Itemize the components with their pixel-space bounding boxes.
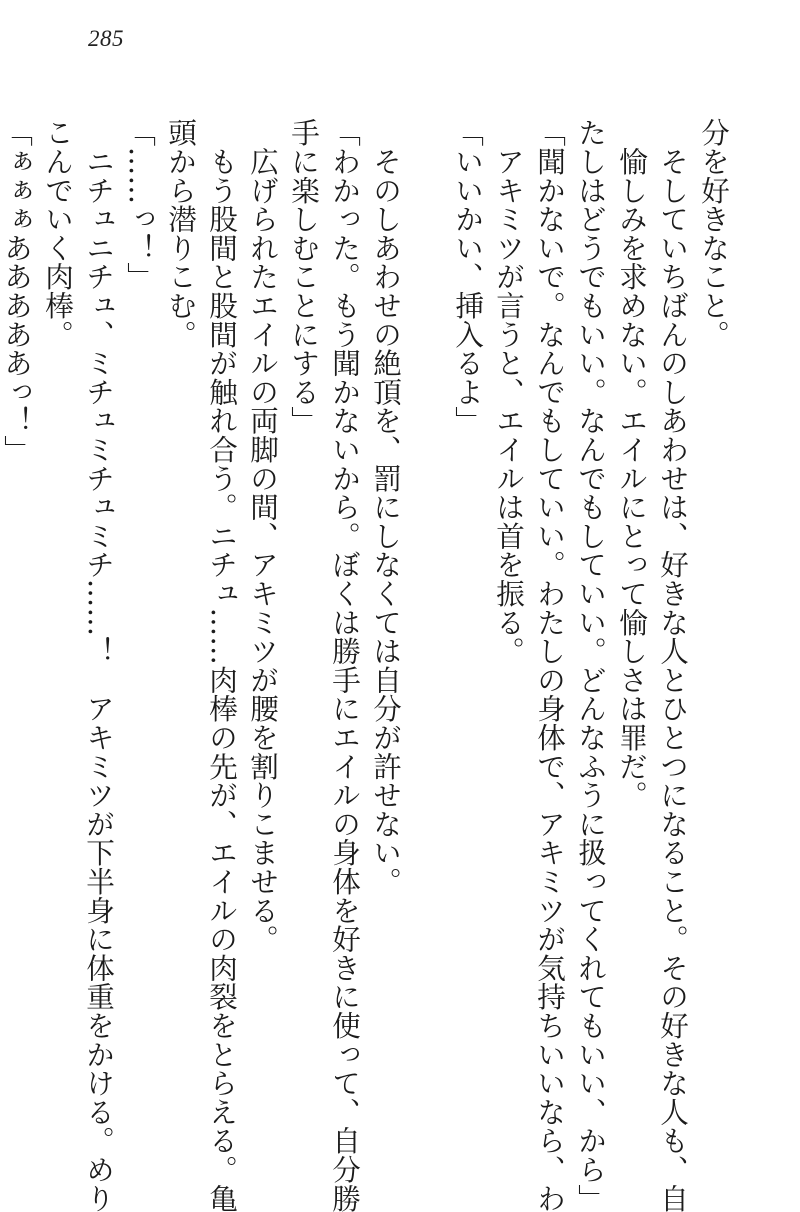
text-line-content: 「わかった。もう聞かないから。ぼくは勝手にエイルの身体を好きに使って、自分勝	[328, 118, 362, 1212]
page-number: 285	[88, 26, 124, 51]
text-line-content: 広げられたエイルの両脚の間、アキミツが腰を割りこませる。	[246, 118, 280, 954]
text-line-content: 愉しみを求めない。エイルにとって愉しさは罪だ。	[615, 118, 649, 810]
text-line	[693, 118, 734, 1178]
text-line	[119, 118, 160, 1178]
text-line	[78, 118, 119, 1212]
text-line	[0, 118, 37, 1178]
text-line	[611, 118, 652, 1178]
text-line-content: ニチュニチュ、ミチュミチュミチ……！ アキミツが下半身に体重をかける。めり	[82, 118, 116, 1212]
text-line-content: そしていちばんのしあわせは、好きな人とひとつになること。その好きな人も、自	[656, 118, 690, 1212]
text-line	[570, 118, 611, 1212]
text-line-content: 「……っ！」	[123, 118, 157, 291]
text-line	[283, 118, 324, 1178]
text-line-content: そのしあわせの絶頂を、罰にしなくては自分が許せない。	[369, 118, 403, 896]
text-line-content: 分を好きなこと。	[697, 118, 731, 349]
text-line-content: 「ぁぁぁあああああっ！」	[0, 118, 34, 464]
text-line	[447, 118, 488, 1178]
text-line	[160, 118, 201, 1178]
text-line-content: たしはどうでもいい。なんでもしていい。どんなふうに扱ってくれてもいい、から」	[574, 118, 608, 1212]
text-line-content: 手に楽しむことにする」	[287, 118, 321, 435]
vertical-text-block	[0, 118, 734, 1212]
text-line-content: 「聞かないで。なんでもしていい。わたしの身体で、アキミツが気持ちいいなら、わ	[533, 118, 567, 1212]
text-line-content: 頭から潜りこむ。	[164, 118, 198, 349]
text-line	[37, 118, 78, 1178]
text-line	[324, 118, 365, 1212]
text-line	[201, 118, 242, 1212]
blank-line	[406, 118, 447, 1178]
text-line-content: こんでいく肉棒。	[41, 118, 75, 349]
text-line	[529, 118, 570, 1212]
text-line	[365, 118, 406, 1178]
text-line-content: アキミツが言うと、エイルは首を振る。	[492, 118, 526, 666]
text-line	[242, 118, 283, 1178]
text-line	[652, 118, 693, 1212]
text-line-content: もう股間と股間が触れ合う。ニチュ……肉棒の先が、エイルの肉裂をとらえる。亀	[205, 118, 239, 1212]
text-line	[488, 118, 529, 1178]
text-line-content: 「いいかい、挿入るよ」	[451, 118, 485, 435]
